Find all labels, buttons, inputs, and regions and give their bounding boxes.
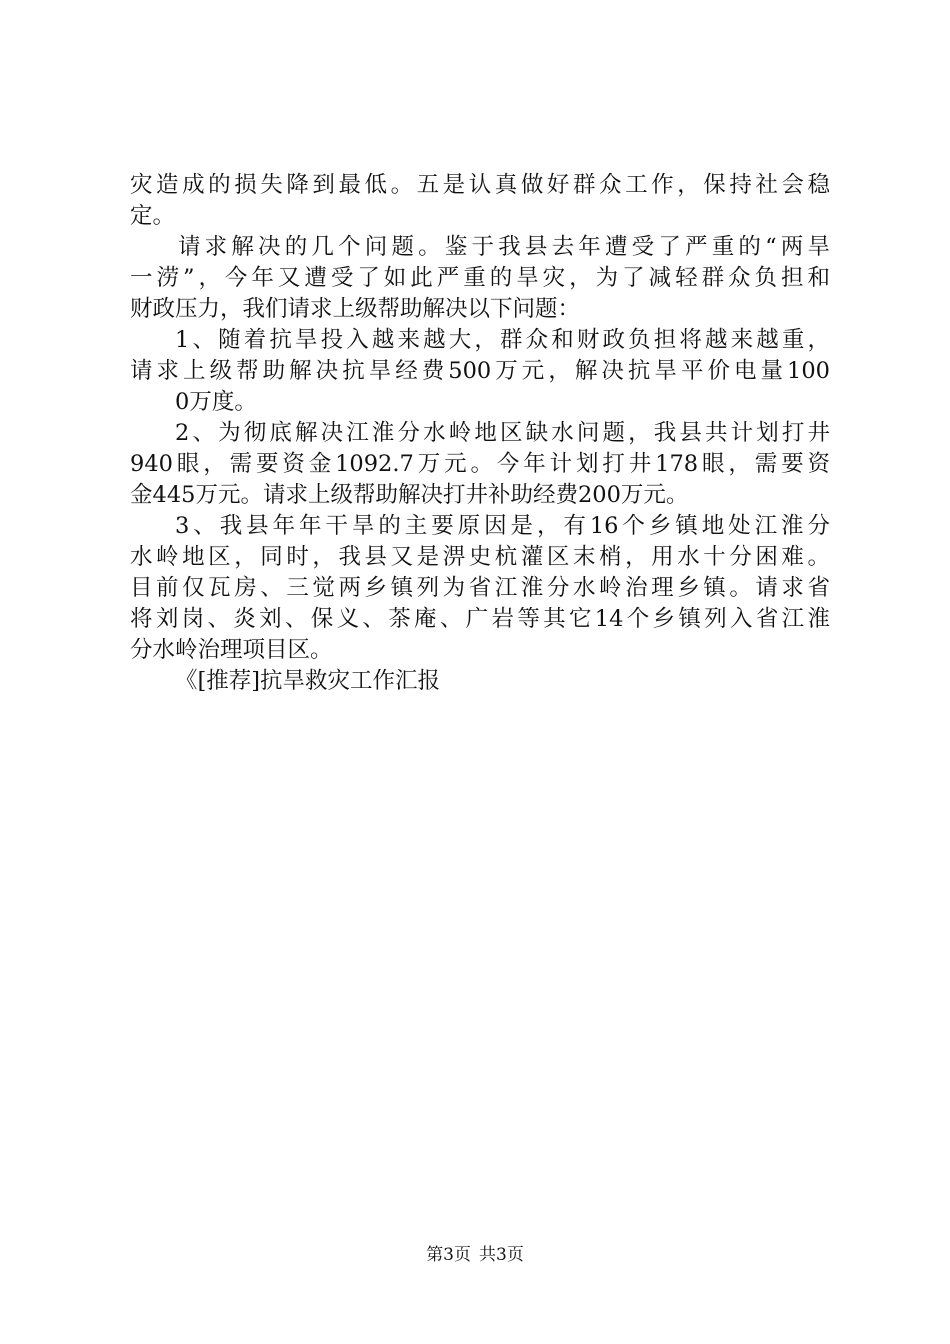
text-line: 水岭地区，同时，我县又是淠史杭灌区末梢，用水十分困难。 — [130, 544, 830, 570]
list-item-line: 3、我县年年干旱的主要原因是，有16个乡镇地处江淮分 — [175, 513, 830, 539]
text-line: 一涝”，今年又遭受了如此严重的旱灾，为了减轻群众负担和 — [130, 265, 830, 291]
text-line: 目前仅瓦房、三觉两乡镇列为省江淮分水岭治理乡镇。请求省 — [130, 575, 830, 601]
paragraph-start-line: 请求解决的几个问题。鉴于我县去年遭受了严重的“两旱 — [178, 234, 830, 260]
text-line: 分水岭治理项目区。 — [130, 637, 333, 663]
text-line: 请求上级帮助解决抗旱经费500万元，解决抗旱平价电量100 — [130, 358, 830, 384]
page-number-total: 共3页 — [479, 1245, 524, 1265]
list-item-line: 1、随着抗旱投入越来越大，群众和财政负担将越来越重， — [175, 327, 830, 353]
page-footer — [0, 1243, 950, 1267]
text-line: 财政压力，我们请求上级帮助解决以下问题： — [130, 296, 581, 322]
page-number-current: 第3页 — [426, 1245, 471, 1265]
text-line: 940眼，需要资金1092.7万元。今年计划打井178眼，需要资 — [130, 451, 830, 477]
text-line: 金445万元。请求上级帮助解决打井补助经费200万元。 — [130, 482, 689, 508]
document-body — [130, 170, 830, 697]
text-line: 将刘岗、炎刘、保义、茶庵、广岩等其它14个乡镇列入省江淮 — [130, 606, 830, 632]
text-line: 0万度。 — [175, 389, 257, 415]
list-item-line: 2、为彻底解决江淮分水岭地区缺水问题，我县共计划打井 — [175, 420, 830, 446]
text-line: 灾造成的损失降到最低。五是认真做好群众工作，保持社会稳 — [130, 172, 830, 198]
text-line: 定。 — [130, 203, 176, 229]
document-title-reference: 《[推荐]抗旱救灾工作汇报 — [175, 668, 441, 694]
